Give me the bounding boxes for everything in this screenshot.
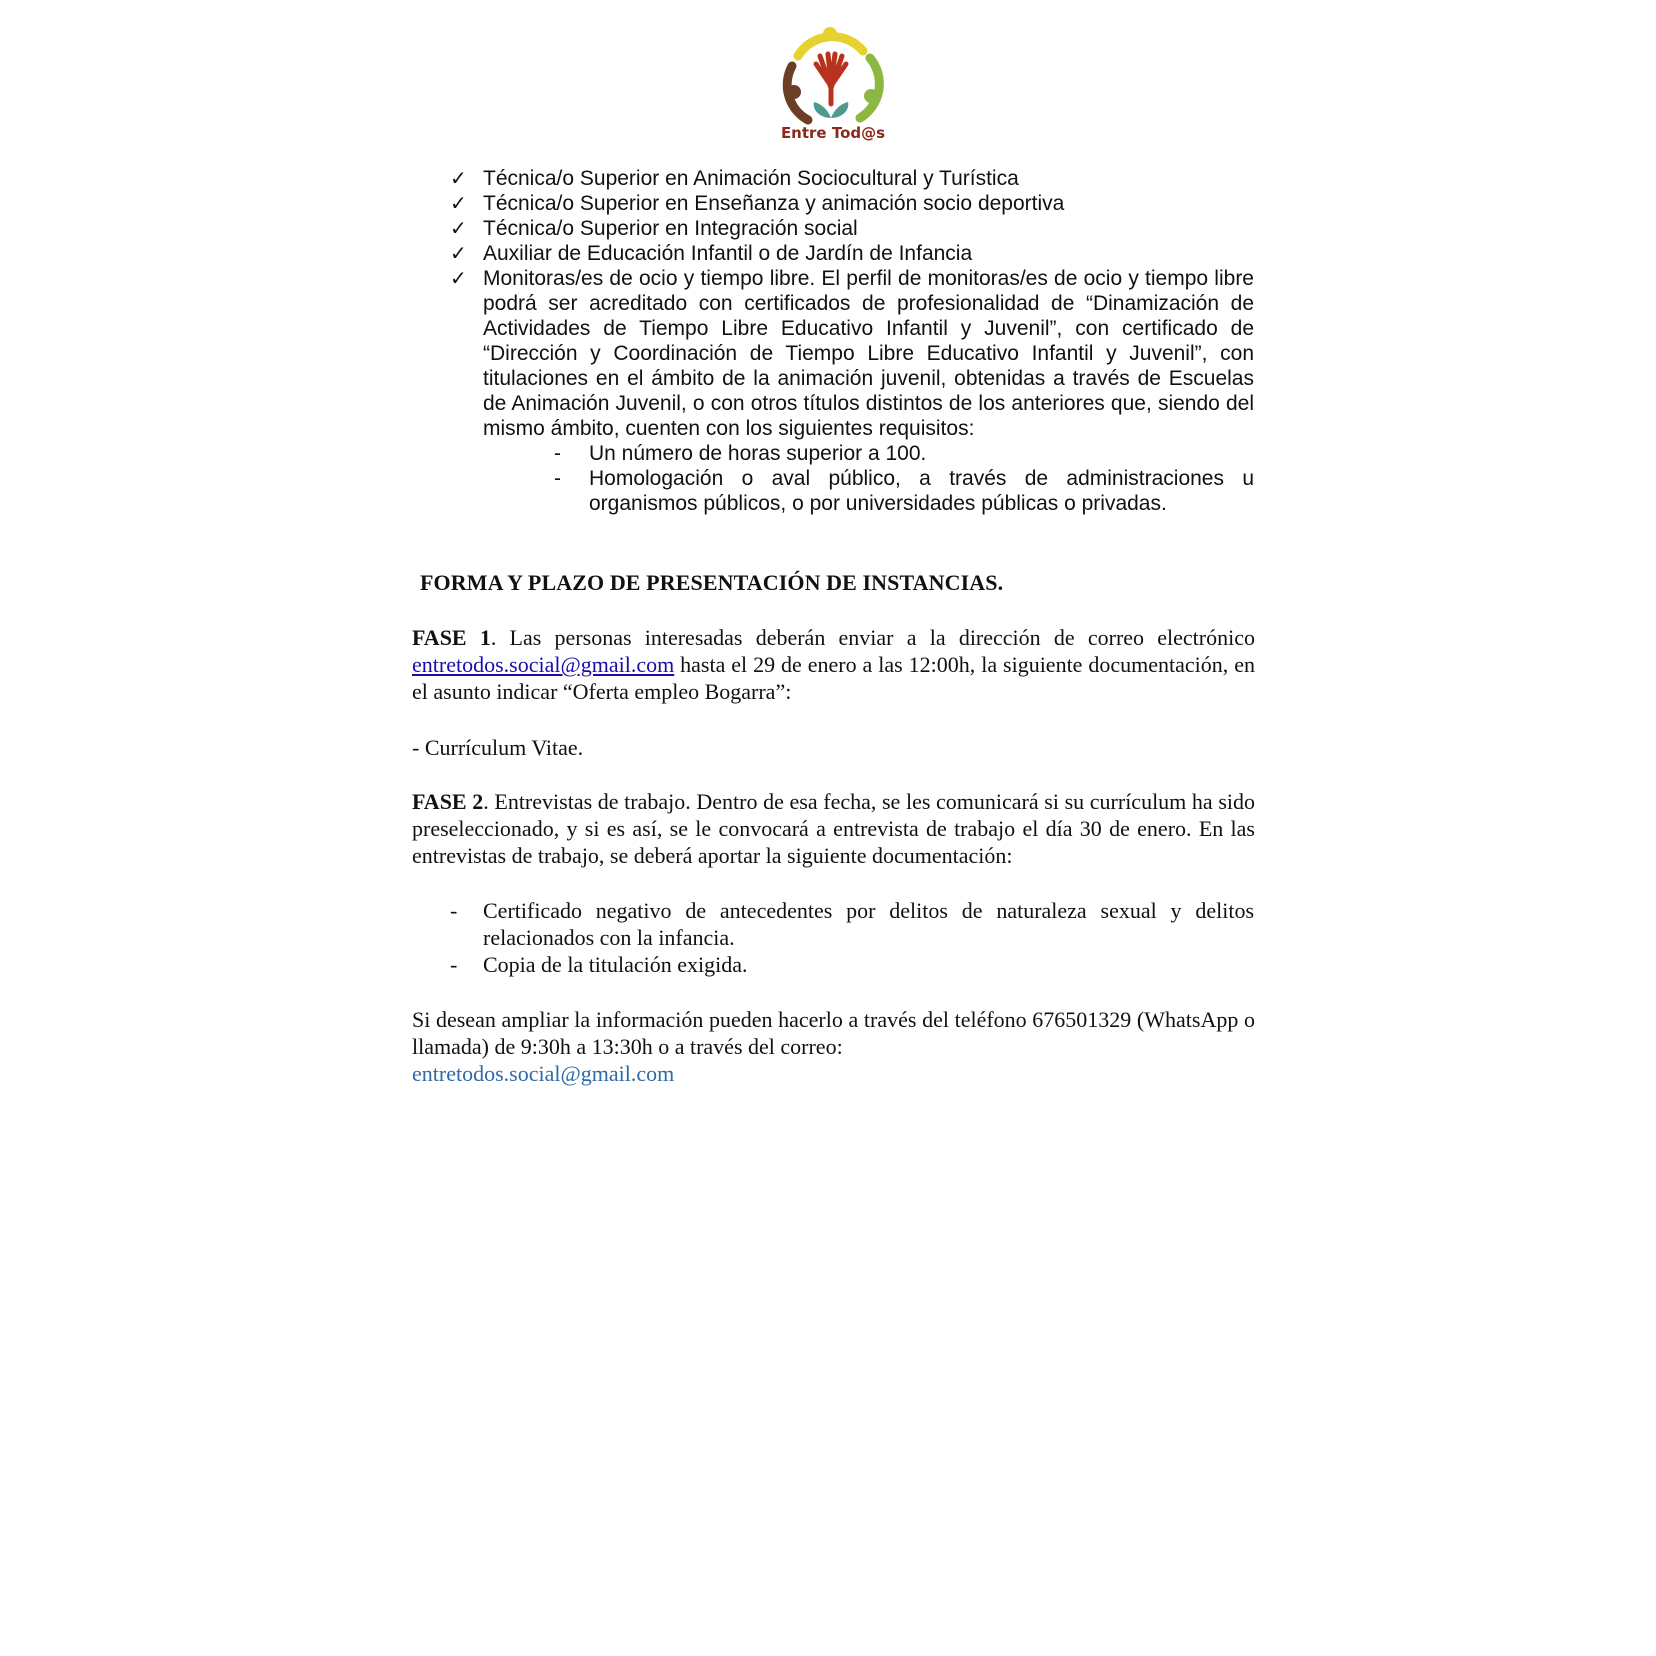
- dash-bullet: -: [450, 898, 458, 923]
- document-item: [442, 897, 1254, 951]
- requirement-sublist: [548, 441, 1254, 516]
- contact-paragraph: [412, 1006, 1255, 1087]
- fase2-label: FASE 2: [412, 789, 484, 814]
- requirement-item: [442, 241, 1254, 266]
- fase1-paragraph: [412, 624, 1255, 705]
- dash-bullet: -: [554, 467, 561, 490]
- contact-email-link[interactable]: entretodos.social@gmail.com: [412, 1061, 675, 1086]
- section-heading: FORMA Y PLAZO DE PRESENTACIÓN DE INSTANCIAS.: [420, 570, 1004, 595]
- checkmark-icon: ✓: [450, 166, 467, 190]
- fase2-paragraph: [412, 788, 1255, 869]
- requirement-item: [442, 191, 1254, 216]
- sub-requirement-item: [548, 441, 1254, 466]
- dash-bullet: -: [554, 442, 561, 465]
- requirements-checklist: [442, 166, 1254, 516]
- contact-text: Si desean ampliar la información pueden hacerlo a través del teléfono 676501329 (WhatsApp o llamada) de 9:30h a 13:30h o a través del correo:: [412, 1007, 1255, 1059]
- checkmark-icon: ✓: [450, 191, 467, 215]
- requirement-text: Monitoras/es de ocio y tiempo libre. El perfil de monitoras/es de ocio y tiempo libre podrá ser acreditado con certificados de profesionalidad de “Dinamización de Actividades de Tiempo Libre Educativo Infantil y Juvenil”, con certificado de “Dirección y Coordinación de Tiempo Libre Educativo Infantil y Juvenil”, con titulaciones en el ámbito de la animación juvenil, obtenidas a través de Escuelas de Animación Juvenil, o con otros títulos distintos de los anteriores que, siendo del mismo ámbito, cuenten con los siguientes requisitos:: [483, 267, 1254, 440]
- email-link[interactable]: entretodos.social@gmail.com: [412, 652, 675, 677]
- requirement-item: [442, 216, 1254, 241]
- sub-requirement-item: [548, 466, 1254, 516]
- checkmark-icon: ✓: [450, 266, 467, 290]
- checkmark-icon: ✓: [450, 241, 467, 265]
- requirement-text: Técnica/o Superior en Integración social: [483, 217, 858, 240]
- requirement-text: Técnica/o Superior en Enseñanza y animación socio deportiva: [483, 192, 1065, 215]
- requirement-item: [442, 166, 1254, 191]
- entre-todas-logo: [768, 26, 898, 144]
- checkmark-icon: ✓: [450, 216, 467, 240]
- documents-list: [442, 897, 1254, 978]
- fase1-text-after: hasta el 29 de enero a las 12:00h, la siguiente documentación, en el asunto indicar “Oferta empleo Bogarra”:: [412, 652, 1255, 704]
- fase1-label: FASE 1: [412, 625, 491, 650]
- fase2-text: . Entrevistas de trabajo. Dentro de esa fecha, se les comunicará si su currículum ha sido preseleccionado, y si es así, se le convocará a entrevista de trabajo el día 30 de enero. En las entrevistas de trabajo, se deberá aportar la siguiente documentación:: [412, 789, 1256, 868]
- requirement-text: Auxiliar de Educación Infantil o de Jardín de Infancia: [483, 242, 973, 265]
- svg-text:Entre Tod@s: Entre Tod@s: [780, 124, 886, 142]
- cv-item: - Currículum Vitae.: [412, 735, 584, 760]
- document-item: [442, 951, 1254, 978]
- document-text: Certificado negativo de antecedentes por delitos de naturaleza sexual y delitos relacionados con la infancia.: [483, 898, 1254, 950]
- dash-bullet: -: [450, 952, 458, 977]
- document-text: Copia de la titulación exigida.: [483, 952, 748, 977]
- fase1-text-before: . Las personas interesadas deberán enviar a la dirección de correo electrónico: [490, 625, 1255, 650]
- sub-requirement-text: Homologación o aval público, a través de administraciones u organismos públicos, o por universidades públicas o privadas.: [589, 467, 1254, 515]
- requirement-item: [442, 266, 1254, 516]
- requirement-text: Técnica/o Superior en Animación Sociocultural y Turística: [483, 167, 1019, 190]
- sub-requirement-text: Un número de horas superior a 100.: [589, 442, 927, 465]
- logo-emblem-icon: [768, 26, 898, 144]
